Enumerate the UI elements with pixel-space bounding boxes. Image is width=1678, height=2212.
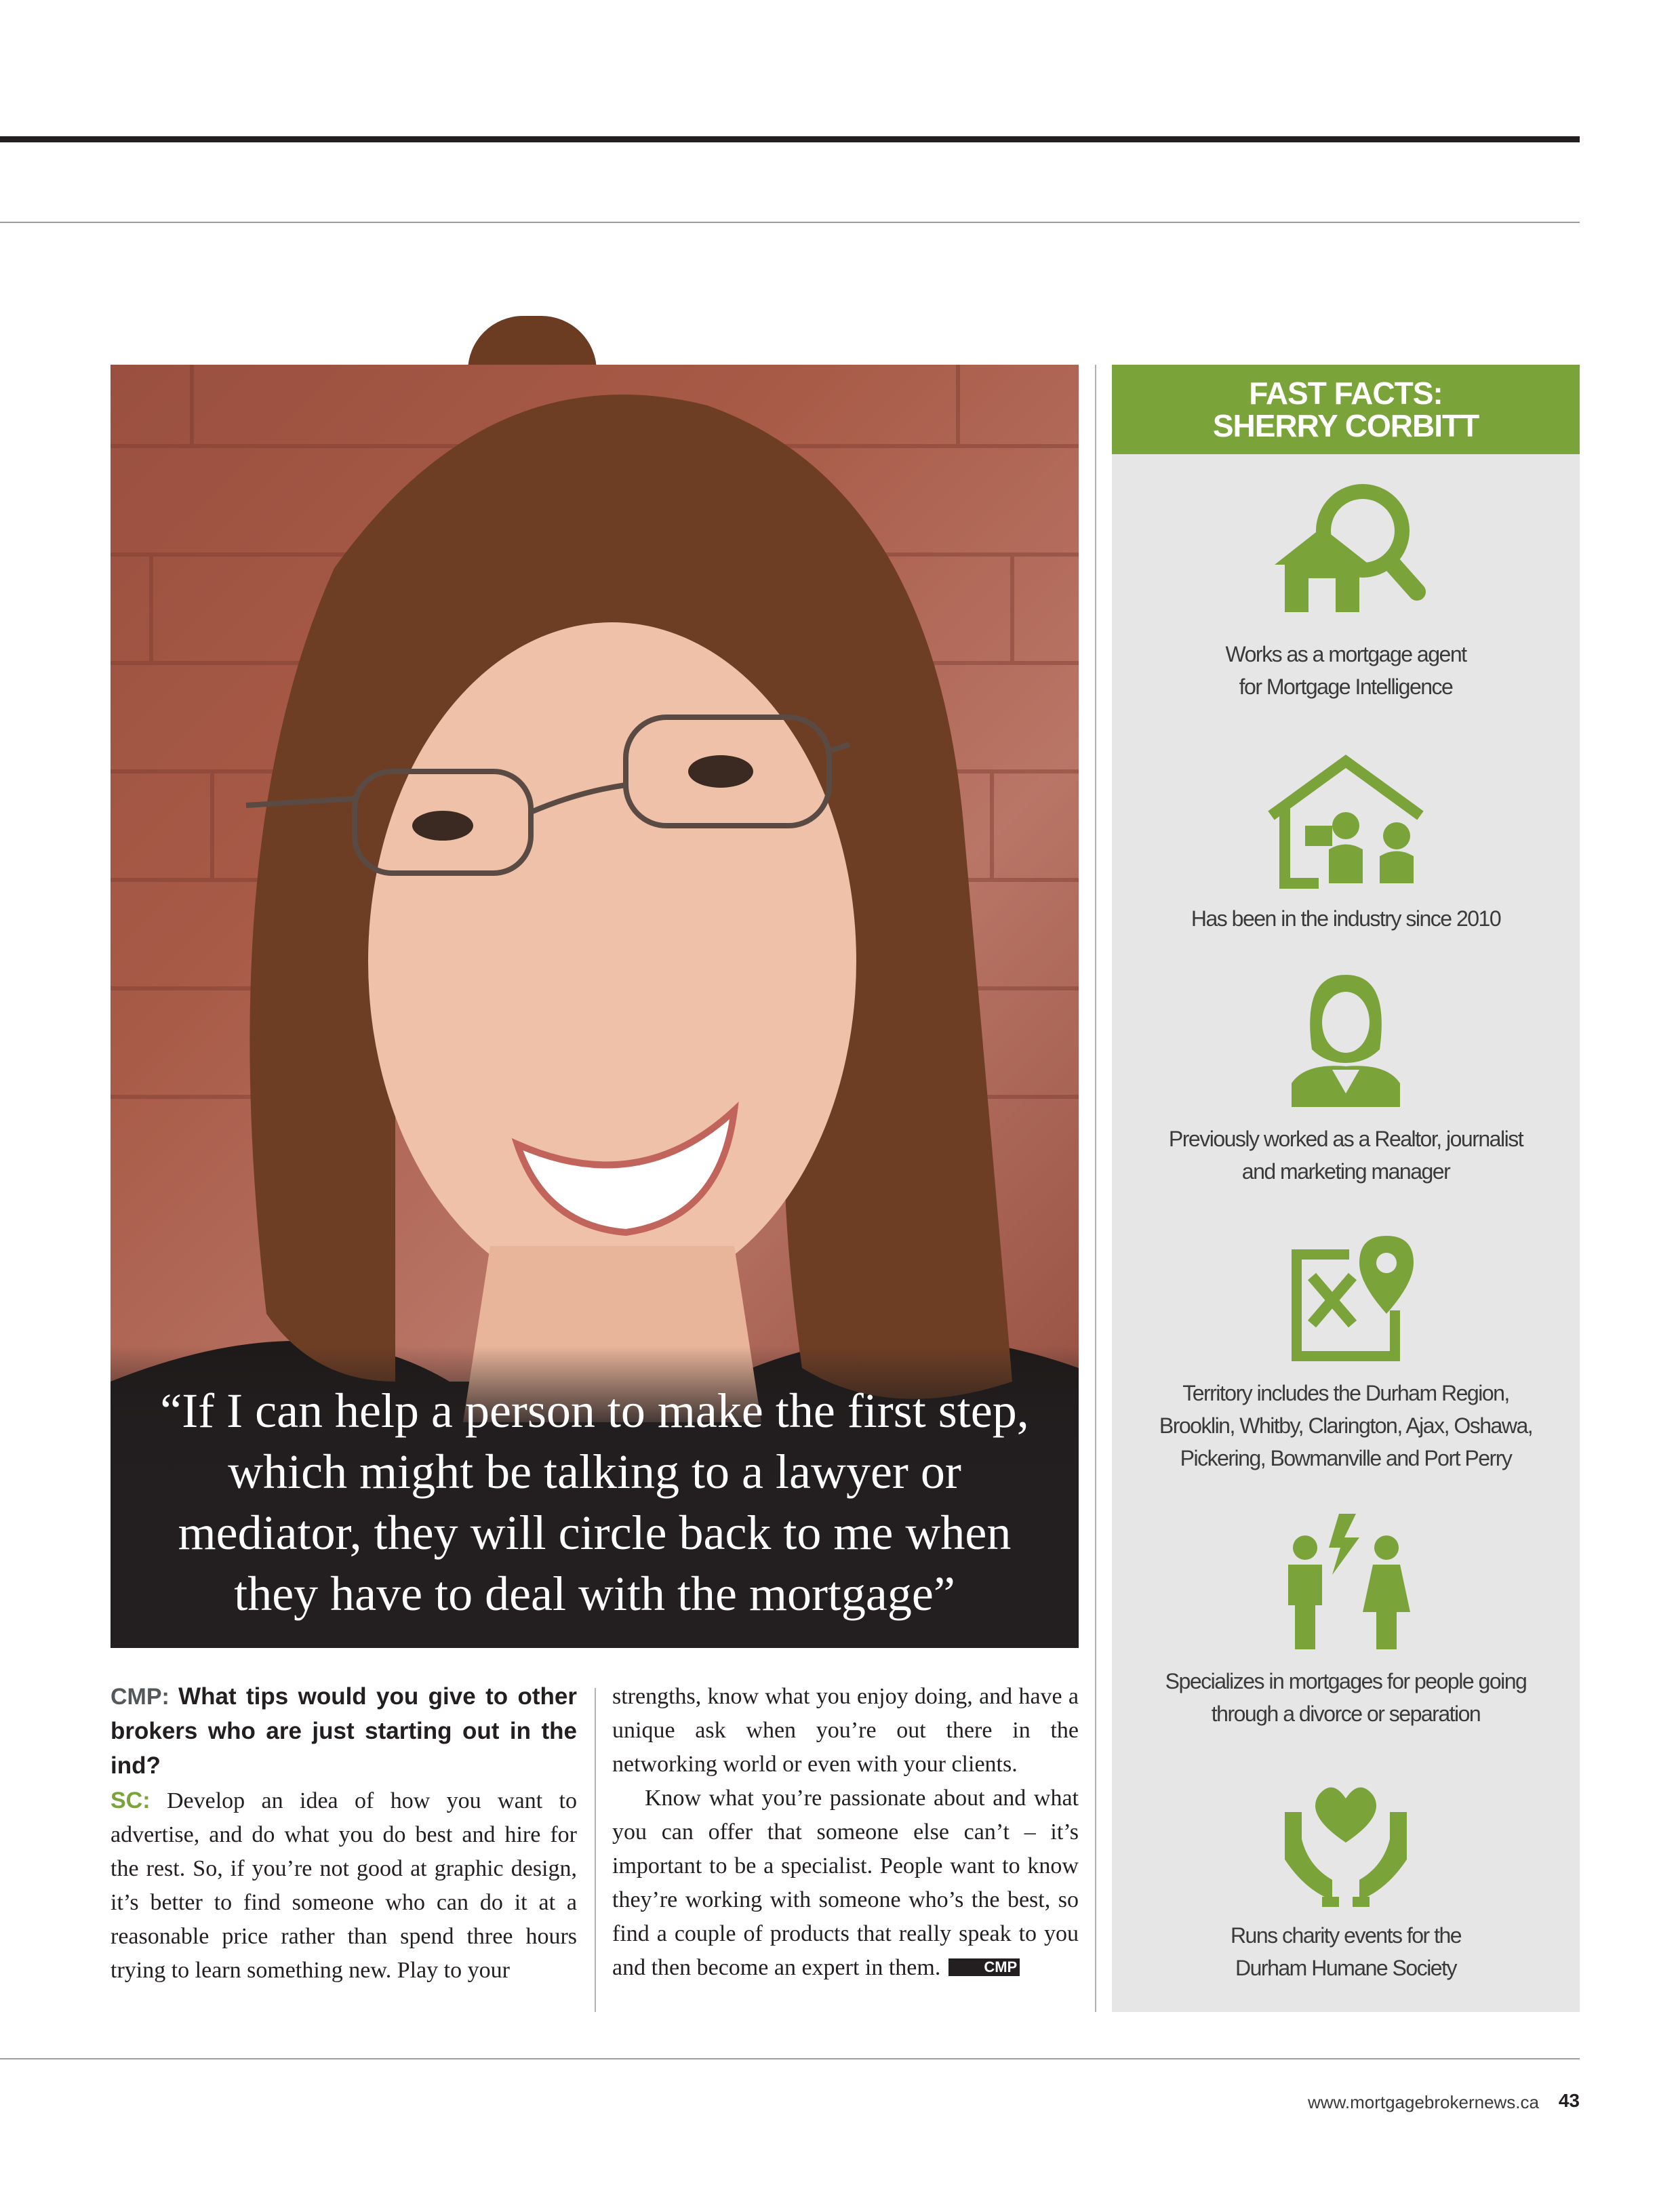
fact-item bbox=[1112, 477, 1580, 703]
sidebar-title-line1: FAST FACTS: bbox=[1249, 376, 1443, 411]
footer-url[interactable]: www.mortgagebrokernews.ca bbox=[1307, 2092, 1539, 2112]
heart-hands-icon bbox=[1264, 1771, 1427, 1907]
woman-icon bbox=[1264, 968, 1427, 1110]
article-column-2 bbox=[612, 1680, 1079, 1985]
fact-text: Territory includes the Durham Region, Brooklin, Whitby, Clarington, Ajax, Oshawa, Pickering, Bowmanville and Port Perry bbox=[1159, 1381, 1533, 1470]
fact-text: Works as a mortgage agent for Mortgage Intelligence bbox=[1225, 642, 1466, 699]
page-number: 43 bbox=[1558, 2090, 1580, 2111]
pull-quote-box bbox=[111, 1346, 1079, 1648]
question-paragraph bbox=[111, 1680, 577, 1784]
house-people-icon bbox=[1264, 755, 1427, 890]
answer-text-1: Develop an idea of how you want to advertise, and do what you do best and hire for the rest. So, if you’re not good at graphic design, it’s better to find someone who can do it at a reasonable price rather than spend three hours trying to learn something new. Play to your bbox=[111, 1788, 577, 1983]
footer-rule bbox=[0, 2058, 1580, 2059]
article-column-1 bbox=[111, 1680, 577, 1988]
divorce-icon bbox=[1264, 1510, 1427, 1653]
house-search-icon bbox=[1264, 477, 1427, 626]
sidebar-header bbox=[1112, 365, 1580, 454]
answer-paragraph-1 bbox=[111, 1784, 577, 1988]
answer-continued: strengths, know what you enjoy doing, and have a unique ask when you’re out there in the networking world or even with your clients. bbox=[612, 1684, 1079, 1777]
fact-text: Has been in the industry since 2010 bbox=[1191, 906, 1501, 931]
fact-item bbox=[1112, 1229, 1580, 1474]
column-separator bbox=[595, 1688, 596, 2012]
question-label: CMP: bbox=[111, 1684, 169, 1710]
answer-label: SC: bbox=[111, 1788, 151, 1813]
fact-text: Specializes in mortgages for people going through a divorce or separation bbox=[1165, 1669, 1527, 1726]
fact-item bbox=[1112, 755, 1580, 935]
fact-text: Runs charity events for the Durham Humane Society bbox=[1230, 1923, 1462, 1980]
answer-paragraph-2 bbox=[612, 1782, 1079, 1985]
top-rule bbox=[0, 136, 1580, 142]
map-pin-icon bbox=[1264, 1229, 1427, 1365]
answer-text-2: Know what you’re passionate about and what you can offer that someone else can’t – it’s important to be a specialist. People want to know they’re working with someone who’s the best, so find a couple of products that really speak to you and then become an expert in them. bbox=[612, 1786, 1079, 1980]
header-rule bbox=[0, 222, 1580, 223]
end-mark-badge: CMP bbox=[948, 1958, 1020, 1976]
fact-item bbox=[1112, 1510, 1580, 1730]
question-text: What tips would you give to other brokers who are just starting out in the ind? bbox=[111, 1683, 578, 1779]
sidebar-divider bbox=[1095, 365, 1096, 2012]
fact-text: Previously worked as a Realtor, journalist and marketing manager bbox=[1168, 1127, 1523, 1184]
sidebar-title-line2: SHERRY CORBITT bbox=[1212, 408, 1479, 443]
fact-item bbox=[1112, 1771, 1580, 1984]
fast-facts-sidebar bbox=[1112, 365, 1580, 2012]
portrait-photo bbox=[111, 365, 1079, 1648]
fact-item bbox=[1112, 968, 1580, 1188]
pull-quote: “If I can help a person to make the first step, which might be talking to a lawyer or mediator, they will circle back to me when they have to deal with the mortgage” bbox=[160, 1384, 1029, 1621]
